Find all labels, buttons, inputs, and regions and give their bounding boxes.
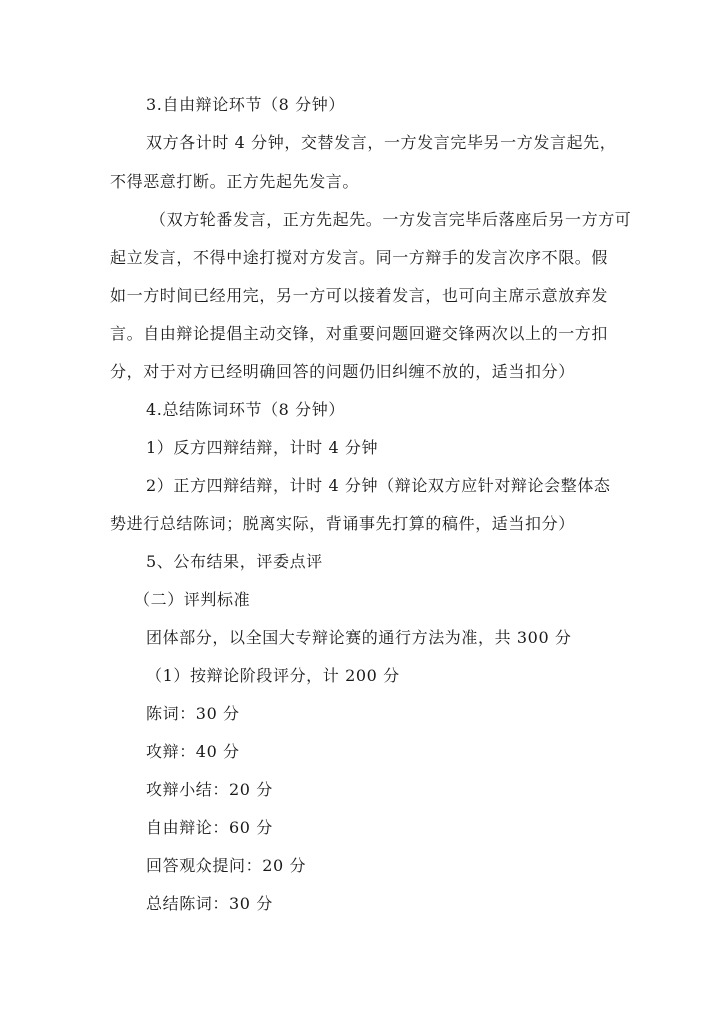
score-item: 回答观众提问：20 分 bbox=[146, 856, 307, 875]
score-item: 总结陈词：30 分 bbox=[146, 894, 273, 913]
paragraph-line: 团体部分，以全国大专辩论赛的通行方法为准，共 300 分 bbox=[146, 628, 572, 647]
score-item: 陈词：30 分 bbox=[146, 704, 240, 723]
list-item: 1）反方四辩结辩，计时 4 分钟 bbox=[146, 438, 379, 457]
score-item: 攻辩小结：20 分 bbox=[146, 780, 273, 799]
list-item: 2）正方四辩结辩，计时 4 分钟（辩论双方应针对辩论会整体态 bbox=[146, 476, 611, 495]
paragraph-line: 言。自由辩论提倡主动交锋，对重要问题回避交锋两次以上的一方扣 bbox=[110, 324, 609, 343]
section-heading-closing-statement: 4.总结陈词环节（8 分钟） bbox=[146, 400, 345, 419]
section-heading-free-debate: 3.自由辩论环节（8 分钟） bbox=[146, 95, 345, 114]
paragraph-line: 不得恶意打断。正方先起先发言。 bbox=[110, 172, 360, 191]
paragraph-line: （双方轮番发言，正方先起先。一方发言完毕后落座后另一方方可 bbox=[150, 210, 632, 229]
score-item: 攻辩：40 分 bbox=[146, 742, 240, 761]
section-heading-results: 5、公布结果，评委点评 bbox=[146, 552, 323, 571]
paragraph-line: 起立发言，不得中途打搅对方发言。同一方辩手的发言次序不限。假 bbox=[110, 248, 609, 267]
paragraph-line: 势进行总结陈词；脱离实际，背诵事先打算的稿件，适当扣分） bbox=[110, 514, 575, 533]
list-item: （1）按辩论阶段评分，计 200 分 bbox=[146, 666, 400, 685]
paragraph-line: 如一方时间已经用完，另一方可以接着发言，也可向主席示意放弃发 bbox=[110, 286, 609, 305]
paragraph-line: 双方各计时 4 分钟，交替发言，一方发言完毕另一方发言起先， bbox=[146, 133, 617, 152]
section-heading-criteria: （二）评判标准 bbox=[134, 590, 251, 609]
score-item: 自由辩论：60 分 bbox=[146, 818, 273, 837]
paragraph-line: 分，对于对方已经明确回答的问题仍旧纠缠不放的，适当扣分） bbox=[110, 362, 575, 381]
